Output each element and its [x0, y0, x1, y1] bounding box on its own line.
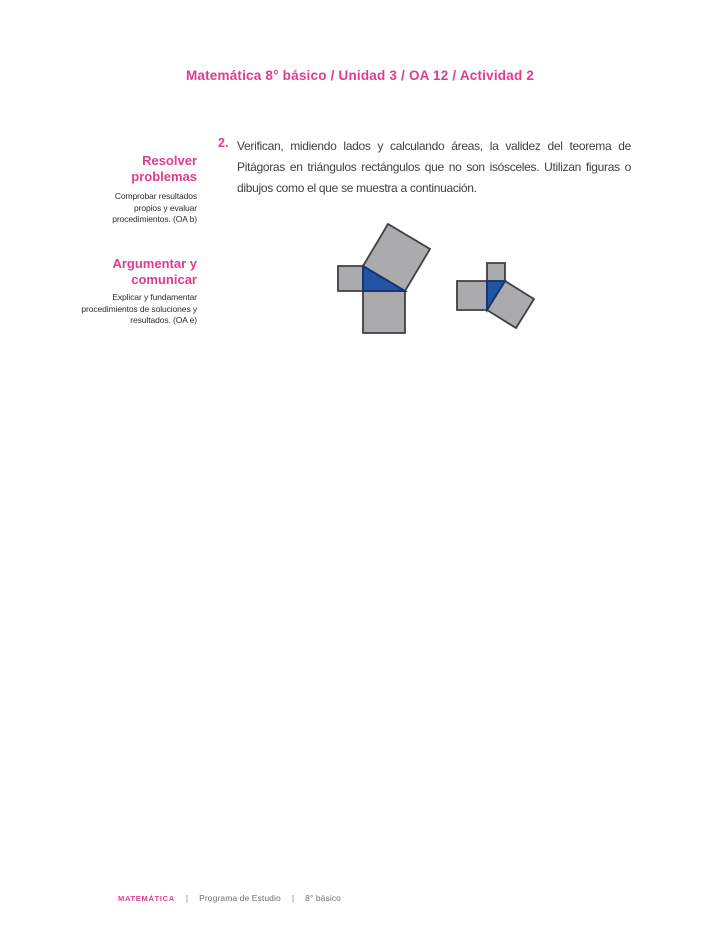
sidebar-block-argumentar-comunicar: [75, 256, 197, 288]
pythagoras-figure-right: [457, 263, 534, 328]
pythagoras-figure-left-square-2: [363, 291, 405, 333]
pythagoras-figure-right-square-2: [457, 281, 487, 310]
footer-grade-label: 8° básico: [305, 893, 342, 903]
footer-separator: |: [291, 893, 295, 903]
footer-subject-label: MATEMÁTICA: [118, 894, 175, 903]
pythagoras-figure-right-square-1: [487, 263, 505, 281]
pythagoras-figure-left-square-1: [338, 266, 363, 291]
habit-body-argumentar-comunicar: Explicar y fundamentar procedimientos de soluciones y resultados. (OA e): [81, 292, 197, 325]
page-footer: [118, 893, 341, 903]
pythagoras-figure-left: [338, 224, 430, 333]
sidebar-block-resolver-problemas: [75, 153, 197, 185]
activity-number: 2.: [218, 136, 229, 150]
page-title: Matemática 8° básico / Unidad 3 / OA 12 / Actividad 2: [185, 68, 535, 83]
activity-text: Verifican, midiendo lados y calculando áreas, la validez del teorema de Pitágoras en triángulos rectángulos que no son isósceles. Utilizan figuras o dibujos como el que se muestra a continuación.: [237, 139, 631, 195]
habit-body-resolver-problemas: Comprobar resultados propios y evaluar procedimientos. (OA b): [112, 191, 197, 224]
footer-program-label: Programa de Estudio: [199, 893, 281, 903]
pythagoras-figures: [325, 215, 545, 345]
habit-heading-argumentar-comunicar: Argumentar y comunicar: [112, 256, 197, 287]
footer-separator: |: [185, 893, 189, 903]
habit-heading-resolver-problemas: Resolver problemas: [131, 153, 197, 184]
